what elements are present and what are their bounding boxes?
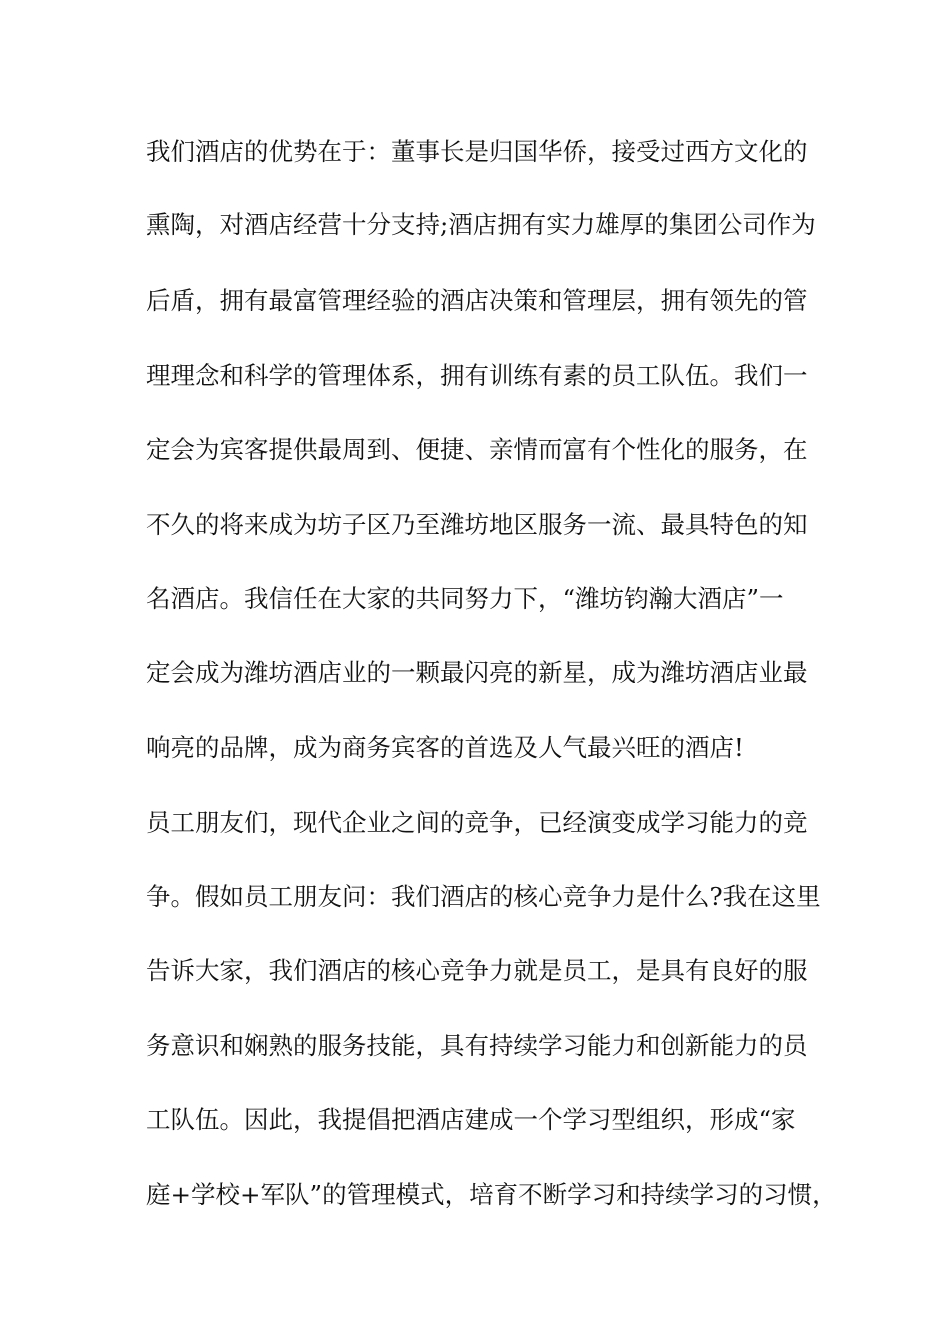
text-line: 工队伍。因此，我提倡把酒店建成一个学习型组织，形成“家: [146, 1105, 796, 1134]
text-line: 务意识和娴熟的服务技能，具有持续学习能力和创新能力的员: [146, 1031, 808, 1060]
text-line: 定会为宾客提供最周到、便捷、亲情而富有个性化的服务，在: [146, 435, 808, 464]
text-line: 后盾，拥有最富管理经验的酒店决策和管理层，拥有领先的管: [146, 286, 808, 315]
text-line: 熏陶，对酒店经营十分支持;酒店拥有实力雄厚的集团公司作为: [146, 210, 816, 239]
text-line: 争。假如员工朋友问：我们酒店的核心竞争力是什么?我在这里: [146, 882, 821, 911]
text-line: 我们酒店的优势在于：董事长是归国华侨，接受过西方文化的: [146, 137, 808, 166]
text-line: 定会成为潍坊酒店业的一颗最闪亮的新星，成为潍坊酒店业最: [146, 658, 808, 687]
text-line: 庭+学校+军队”的管理模式，培育不断学习和持续学习的习惯，: [146, 1180, 837, 1209]
text-line: 名酒店。我信任在大家的共同努力下，“潍坊钧瀚大酒店”一: [146, 584, 784, 613]
text-line: 响亮的品牌，成为商务宾客的首选及人气最兴旺的酒店!: [146, 733, 744, 762]
text-line: 理理念和科学的管理体系，拥有训练有素的员工队伍。我们一: [146, 361, 808, 390]
text-line: 告诉大家，我们酒店的核心竞争力就是员工，是具有良好的服: [146, 956, 808, 985]
text-line: 员工朋友们，现代企业之间的竞争，已经演变成学习能力的竞: [146, 808, 808, 837]
text-line: 不久的将来成为坊子区乃至潍坊地区服务一流、最具特色的知: [146, 510, 808, 539]
